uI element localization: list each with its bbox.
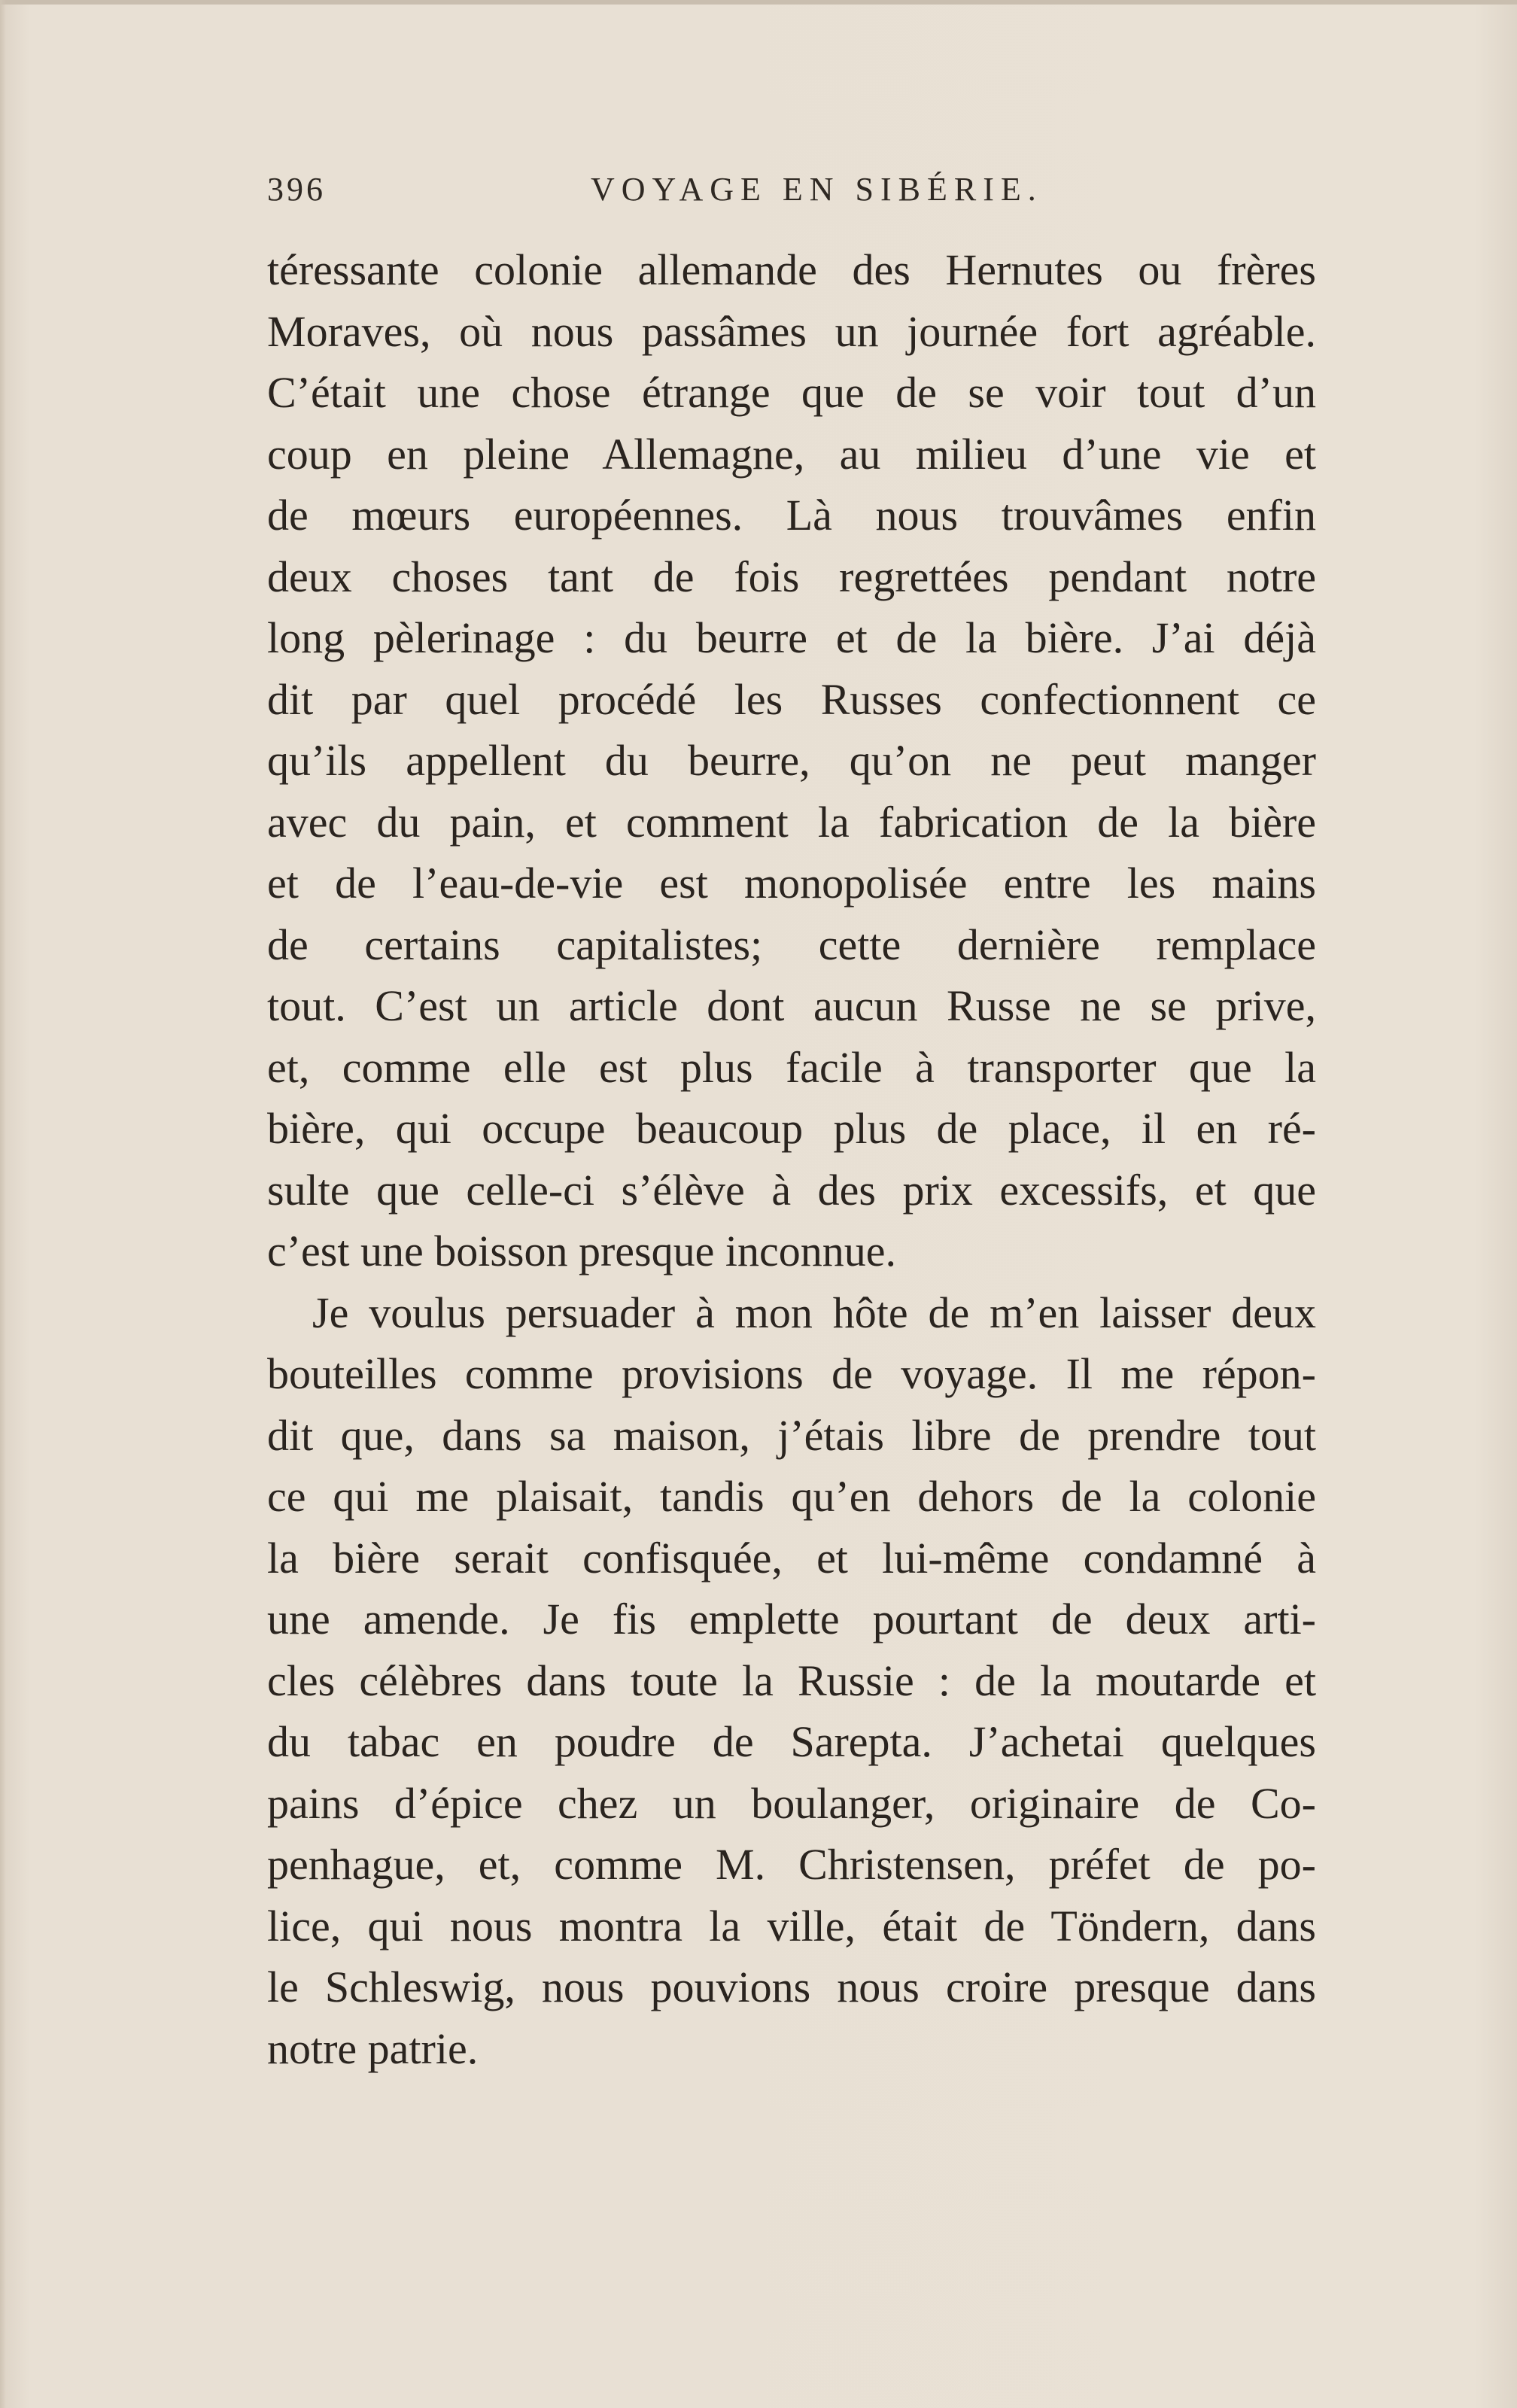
page-binding-edge xyxy=(0,0,6,2408)
text-line: coup en pleine Allemagne, au milieu d’une vie et xyxy=(267,429,1316,479)
text-line: bouteilles comme provisions de voyage. Il me répon- xyxy=(267,1349,1316,1398)
page-number: 396 xyxy=(267,171,326,208)
page-header xyxy=(267,170,1316,223)
running-title: VOYAGE EN SIBÉRIE. xyxy=(591,171,1043,208)
text-line: ce qui me plaisait, tandis qu’en dehors de la colonie xyxy=(267,1472,1316,1521)
text-line: téressante colonie allemande des Hernutes ou frères xyxy=(267,245,1316,294)
text-line: penhague, et, comme M. Christensen, préfet de po- xyxy=(267,1840,1316,1889)
text-line: notre patrie. xyxy=(267,2023,479,2073)
text-line: lice, qui nous montra la ville, était de Töndern, dans xyxy=(267,1901,1316,1950)
text-line: avec du pain, et comment la fabrication de la bière xyxy=(267,797,1316,847)
text-line: long pèlerinage : du beurre et de la bière. J’ai déjà xyxy=(267,613,1316,662)
text-line: de certains capitalistes; cette dernière remplace xyxy=(267,920,1316,969)
text-line: une amende. Je fis emplette pourtant de deux arti- xyxy=(267,1595,1316,1643)
text-line: Moraves, où nous passâmes un journée fort agréable. xyxy=(267,306,1316,356)
text-line: bière, qui occupe beaucoup plus de place, il en ré- xyxy=(267,1104,1316,1153)
page-top-edge xyxy=(0,0,1517,5)
text-line: C’était une chose étrange que de se voir tout d’un xyxy=(267,368,1316,417)
text-line: dit que, dans sa maison, j’étais libre de prendre tout xyxy=(267,1410,1316,1460)
text-line: le Schleswig, nous pouvions nous croire presque dans xyxy=(267,1963,1316,2011)
text-line: et, comme elle est plus facile à transporter que la xyxy=(267,1042,1316,1092)
text-line: qu’ils appellent du beurre, qu’on ne peut manger xyxy=(267,736,1316,785)
text-line: de mœurs européennes. Là nous trouvâmes enfin xyxy=(267,491,1316,540)
text-line: tout. C’est un article dont aucun Russe ne se prive, xyxy=(267,981,1316,1030)
text-line: cles célèbres dans toute la Russie : de la moutarde et xyxy=(267,1655,1316,1705)
text-line: et de l’eau-de-vie est monopolisée entre les mains xyxy=(267,859,1316,908)
text-line: pains d’épice chez un boulanger, originaire de Co- xyxy=(267,1778,1316,1828)
text-line: dit par quel procédé les Russes confectionnent ce xyxy=(267,674,1316,724)
body-text xyxy=(267,239,1316,2079)
text-line: du tabac en poudre de Sarepta. J’achetai quelques xyxy=(267,1717,1316,1766)
text-line: la bière serait confisquée, et lui-même condamné à xyxy=(267,1533,1316,1583)
text-line: sulte que celle-ci s’élève à des prix excessifs, et que xyxy=(267,1165,1316,1215)
text-line: c’est une boisson presque inconnue. xyxy=(267,1227,896,1275)
text-line: deux choses tant de fois regrettées pendant notre xyxy=(267,552,1316,601)
text-line: Je voulus persuader à mon hôte de m’en laisser deux xyxy=(312,1288,1316,1337)
